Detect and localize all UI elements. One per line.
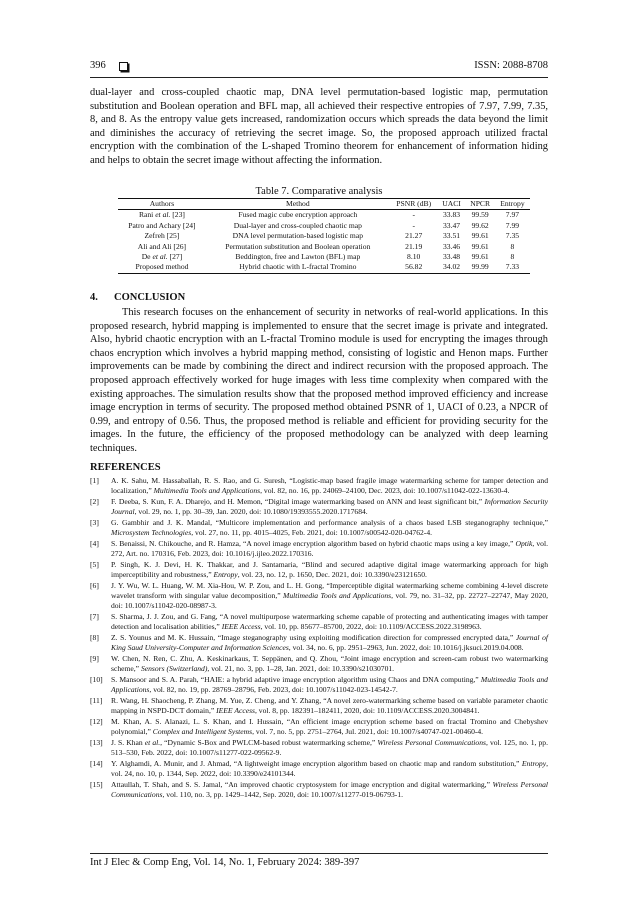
entropy-cell: 7.99 [505, 220, 520, 230]
column-header: PSNR (dB) [390, 199, 438, 210]
reference-number: [3] [90, 518, 99, 527]
reference-number: [4] [90, 539, 99, 548]
author-cell: Rani et al. [23] [138, 210, 185, 220]
column-header: NPCR [465, 199, 494, 210]
reference-item: [5] P. Singh, K. J. Devi, H. K. Thakkar, and J. Santamaria, “Blind and secured adaptive digital image watermarking approach for high imperceptibility and robustness,” Entropy, vol. 23, no. 12, p. 1650, Dec. 2021, doi: 10.3390/e23121650. [90, 560, 548, 580]
reference-number: [9] [90, 654, 99, 664]
reference-item: [10] S. Mansoor and S. A. Parah, “HAIE: a hybrid adaptive image encryption algorithm using Chaos and DNA computing,” Multimedia Tools and Applications, vol. 82, no. 19, pp. 28769–28796, Feb. 2023, doi: 10.1007/s11042-023-14542-7. [90, 675, 548, 695]
reference-venue: Wireless Personal Communications [377, 738, 486, 748]
table-title: Table 7. Comparative analysis [255, 186, 383, 197]
et-al: et al. [155, 210, 171, 220]
uaci-cell: 33.47 [443, 220, 461, 230]
page-header [90, 60, 548, 76]
reference-number: [8] [90, 633, 99, 643]
reference-number: [10] [90, 675, 103, 685]
entropy-cell: 7.97 [505, 210, 520, 220]
uaci-cell: 33.51 [443, 231, 461, 241]
reference-number: [2] [90, 497, 99, 506]
reference-venue: Multimedia Tools and Applications [111, 675, 548, 695]
author-cell: Ali and Ali [26] [137, 241, 187, 251]
entropy-cell: 7.33 [495, 262, 530, 273]
reference-item: [2] F. Deeba, S. Kun, F. A. Dharejo, and H. Memon, “Digital image watermarking based on ANN and least significant bit,” Information Security Journal, vol. 29, no. 1, pp. 30–39, Jan. 2020, doi: 10.1080/19393555.2020.1717684. [90, 497, 548, 517]
psnr-cell: 21.27 [405, 231, 423, 241]
reference-number: [14] [90, 759, 103, 769]
table-row [118, 252, 530, 262]
reference-venue: Multimedia Tools and Applications [283, 591, 392, 601]
table-row [118, 262, 530, 273]
section-title: CONCLUSION [114, 292, 186, 303]
table-row [118, 210, 530, 221]
reference-venue: IEEE Access [221, 622, 261, 632]
method-cell: Permutation substitution and Boolean operation [225, 241, 371, 251]
reference-number: [6] [90, 581, 99, 590]
psnr-cell: 21.19 [405, 241, 423, 251]
intro-paragraph: dual-layer and cross-coupled chaotic map, DNA level permutation-based logistic map, permutation substitution and Boolean operation and BFL map, all achieved their respective entropies of 7.97, 7.99, 7.35, 8, and 8. As the entropy value gets increased, randomization occurs which spreads the data beyond the limit and diminishes the accuracy of retrieving the secret image. So, the proposed approach utilized fractal encryption with the combination of the L-shaped Tromino theorem for enhancement of information hiding and helps to obtain the secret image without affecting the information. [90, 87, 548, 166]
reference-venue: Microsystem Technologies [111, 528, 192, 538]
npcr-cell: 99.61 [471, 252, 489, 262]
entropy-cell: 7.35 [505, 231, 520, 241]
reference-venue: Optik [515, 539, 533, 548]
npcr-cell: 99.62 [471, 220, 489, 230]
reference-item: [13] J. S. Khan et al., “Dynamic S-Box and PWLCM-based robust watermarking scheme,” Wireless Personal Communications, vol. 125, no. 1, pp. 513–530, Feb. 2022, doi: 10.1007/s11277-022-09562-9. [90, 738, 548, 758]
reference-item: [9] W. Chen, N. Ren, C. Zhu, A. Keskinarkaus, T. Seppänen, and Q. Zhou, “Joint image encryption and screen-cam robust two watermarking scheme,” Sensors (Switzerland), vol. 21, no. 3, pp. 1–28, Jan. 2021, doi: 10.3390/s21030701. [90, 654, 548, 674]
npcr-cell: 99.59 [471, 210, 489, 220]
footer-rule [90, 853, 548, 854]
author-cell: Patro and Achary [24] [128, 220, 196, 230]
reference-item: [12] M. Khan, A. S. Alanazi, L. S. Khan, and I. Hussain, “An efficient image encryption scheme based on fractal Tromino and Chebyshev polynomial,” Complex and Intelligent Systems, vol. 7, no. 5, pp. 2751–2764, Jul. 2021, doi: 10.1007/s40747-021-00460-4. [90, 717, 548, 737]
comparative-analysis-table [118, 198, 530, 274]
method-cell: Fused magic cube encryption approach [238, 210, 358, 220]
method-cell: Dual-layer and cross-coupled chaotic map [233, 220, 362, 230]
reference-number: [5] [90, 560, 99, 569]
reference-item: [6] J. Y. Wu, W. L. Huang, W. M. Xia-Hou, W. P. Zou, and L. H. Gong, “Imperceptible digital watermarking scheme combining 4-level discrete wavelet transform with singular value decomposition,” Multimedia Tools and Applications, vol. 79, no. 31–32, pp. 22727–22747, May 2020, doi: 10.1007/s11042-020-08987-3. [90, 581, 549, 611]
psnr-cell: - [412, 210, 415, 220]
method-cell: DNA level permutation-based logistic map [232, 231, 363, 241]
reference-venue: Complex and Intelligent Systems [152, 727, 253, 737]
reference-venue: Entropy [213, 570, 238, 580]
column-header: UACI [438, 199, 466, 210]
reference-venue: IEEE Access [216, 706, 255, 716]
reference-item: [14] Y. Alghamdi, A. Munir, and J. Ahmad, “A lightweight image encryption algorithm based on chaotic map and random substitution,” Entropy, vol. 24, no. 10, p. 1344, Sep. 2022, doi: 10.3390/e24101344. [90, 759, 548, 779]
reference-venue: Entropy [521, 759, 547, 769]
reference-item: [7] S. Sharma, J. J. Zou, and G. Fang, “A novel multipurpose watermarking scheme capable of protecting and authenticating images with tamper detection and localisation abilities,” IEEE Access, vol. 10, pp. 85677–85700, 2022, doi: 10.1109/ACCESS.2022.3198963. [90, 612, 548, 632]
reference-item: [15] Attaullah, T. Shah, and S. S. Jamal, “An improved chaotic cryptosystem for image encryption and digital watermarking,” Wireless Personal Communications, vol. 110, no. 3, pp. 1429–1442, Sep. 2020, doi: 10.1007/s11277-019-06793-1. [90, 780, 548, 800]
method-cell: Hybrid chaotic with L-fractal Tromino [206, 262, 390, 273]
uaci-cell: 33.48 [443, 252, 461, 262]
reference-item: [1] A. K. Sahu, M. Hassaballah, R. S. Rao, and G. Suresh, “Logistic-map based fragile image watermarking scheme for tamper detection and localization,” Multimedia Tools and Applications, vol. 82, no. 16, pp. 24069–24100, Dec. 2023, doi: 10.1007/s11042-022-13630-4. [90, 476, 548, 496]
page-footer: Int J Elec & Comp Eng, Vol. 14, No. 1, February 2024: 389-397 [90, 857, 360, 868]
header-rule [90, 77, 548, 78]
column-header: Authors [118, 199, 206, 210]
uaci-cell: 34.02 [438, 262, 466, 273]
psnr-cell: 8.10 [407, 252, 421, 262]
reference-number: [13] [90, 738, 103, 748]
author-cell: Proposed method [118, 262, 206, 273]
table-header-row [118, 199, 530, 210]
conclusion-heading [90, 292, 185, 303]
conclusion-paragraph: This research focuses on the enhancement of security in networks of real-world applications. In this proposed research, hybrid mapping is implemented to ensure that the secret image is private and integrated. Also, hybrid chaotic encryption with an L-fractal Tromino module is used for encrypting the images through chaos encryption which involves a hybrid mapping method, consisting of logistic and Henon maps. Further improvements can be made by combining the direct and indirect recursion with the proposed approach. The proposed approach effectively worked for huge images with less time complexity when compared with the existing approaches. The simulation results show that the proposed method improved efficiency and increase image encryption in terms of security. The proposed method obtained PSNR of 1, UACI of 0.23, a NPCR of 0.99, and entropy of 0.56. Thus, the proposed method is reliable and efficient for providing security for the images. In the future, the efficiency of the proposed methodology can be analyzed with deep learning techniques. [90, 307, 548, 454]
reference-venue: Journal of King Saud University-Computer and Information Sciences [111, 633, 548, 653]
reference-number: [11] [90, 696, 103, 706]
table-row [118, 221, 530, 231]
npcr-cell: 99.61 [471, 241, 489, 251]
reference-venue: Wireless Personal Communications [111, 780, 548, 800]
column-header: Method [206, 199, 390, 210]
uaci-cell: 33.46 [443, 241, 461, 251]
method-cell: Beddington, free and Lawton (BFL) map [235, 252, 361, 262]
reference-list [90, 476, 548, 801]
npcr-cell: 99.61 [471, 231, 489, 241]
et-al: et al. [152, 252, 168, 262]
table-row [118, 231, 530, 241]
section-number: 4. [90, 292, 98, 303]
npcr-cell: 99.99 [465, 262, 494, 273]
checkbox-square-icon [119, 62, 128, 71]
table-row [118, 242, 530, 252]
psnr-cell: - [412, 220, 415, 230]
reference-item: [8] Z. S. Younus and M. K. Hussain, “Image steganography using exploiting modification direction for compressed encrypted data,” Journal of King Saud University-Computer and Information Sciences, vol. 34, no. 6, pp. 2951–2963, Jun. 2022, doi: 10.1016/j.jksuci.2019.04.008. [90, 633, 548, 653]
reference-number: [7] [90, 612, 99, 622]
reference-number: [1] [90, 476, 99, 485]
references-heading: REFERENCES [90, 462, 161, 473]
reference-item: [11] R. Wang, H. Shaocheng, P. Zhang, M. Yue, Z. Cheng, and Y. Zhang, “A novel zero-watermarking scheme based on variable parameter chaotic mapping in NSPD-DCT domain,” IEEE Access, vol. 8, pp. 182391–182411, 2020, doi: 10.1109/ACCESS.2020.3004841. [90, 696, 548, 716]
column-header: Entropy [495, 199, 530, 210]
reference-number: [15] [90, 780, 103, 790]
reference-venue: Multimedia Tools and Applications [153, 486, 261, 496]
entropy-cell: 8 [510, 252, 515, 262]
reference-item: [3] G. Gambhir and J. K. Mandal, “Multicore implementation and performance analysis of a chaos based LSB steganography technique,” Microsystem Technologies, vol. 27, no. 11, pp. 4015–4025, Feb. 2021, doi: 10.1007/s00542-020-04762-4. [90, 518, 548, 538]
entropy-cell: 8 [510, 241, 515, 251]
reference-item: [4] S. Benaissi, N. Chikouche, and R. Hamza, “A novel image encryption algorithm based on hybrid chaotic maps using a key image,” Optik, vol. 272, Art. no. 170316, Feb. 2023, doi: 10.1016/j.ijleo.2022.170316. [90, 539, 548, 559]
author-cell: Zefreh [25] [144, 231, 180, 241]
issn-label: ISSN: 2088-8708 [474, 60, 548, 71]
psnr-cell: 56.82 [390, 262, 438, 273]
author-cell: De et al. [27] [141, 252, 183, 262]
reference-venue: Information Security Journal [111, 497, 548, 517]
uaci-cell: 33.83 [443, 210, 461, 220]
reference-venue: Sensors (Switzerland) [140, 664, 208, 674]
page-number: 396 [90, 60, 106, 71]
reference-number: [12] [90, 717, 103, 727]
